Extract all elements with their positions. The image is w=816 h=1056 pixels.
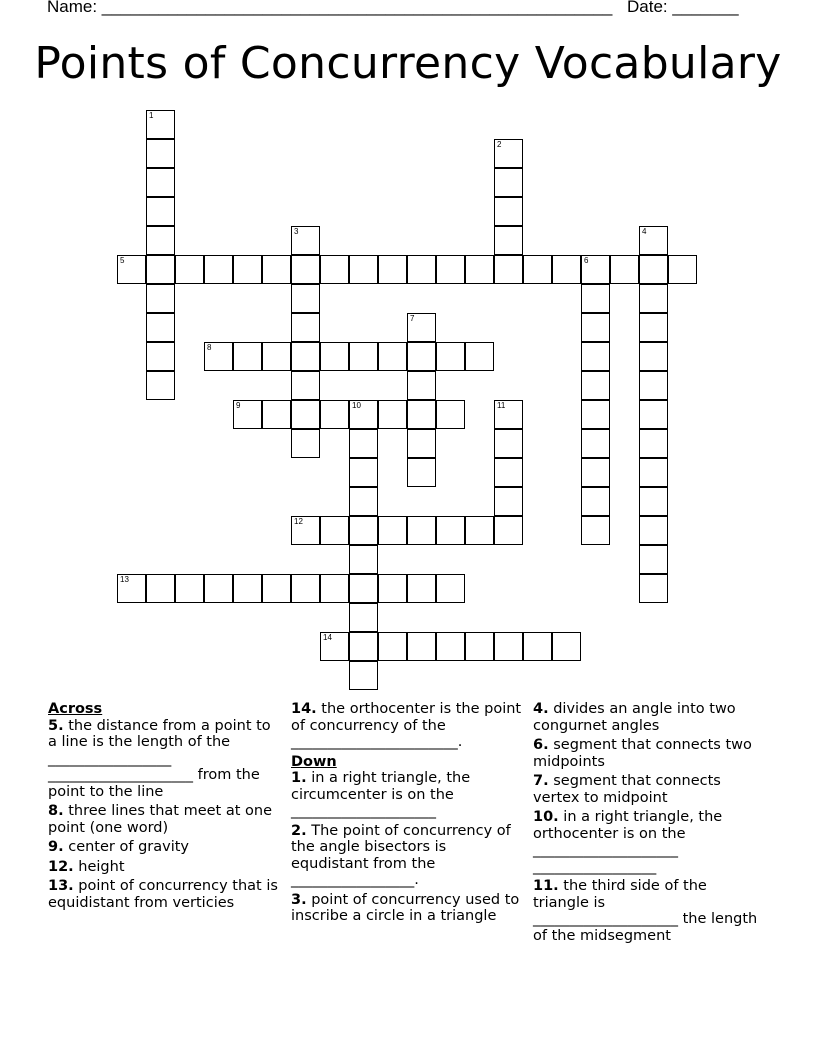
crossword-cell[interactable] (494, 168, 523, 197)
clue-across-14: 14. the orthocenter is the point of concurrency of the _______________________. (291, 701, 522, 750)
date-field-label: Date: _______ (627, 0, 739, 16)
crossword-cell[interactable] (407, 371, 436, 400)
crossword-cell[interactable] (465, 342, 494, 371)
clue-number: 14 (323, 633, 332, 642)
crossword-cell[interactable] (465, 516, 494, 545)
crossword-cell[interactable] (233, 574, 262, 603)
crossword-cell[interactable] (320, 400, 349, 429)
crossword-cell[interactable] (146, 255, 175, 284)
crossword-cell[interactable] (262, 400, 291, 429)
clue-down-3: 3. point of concurrency used to inscribe a circle in a triangle (291, 891, 520, 924)
crossword-cell[interactable] (552, 632, 581, 661)
clue-down-1: 1. in a right triangle, the circumcenter is on the ____________________ (291, 770, 471, 819)
down-heading: Down (291, 753, 337, 770)
crossword-cell[interactable] (407, 313, 436, 342)
crossword-cell[interactable] (320, 255, 349, 284)
clue-number: 5 (120, 256, 125, 265)
crossword-cell[interactable] (407, 632, 436, 661)
clue-number: 12 (294, 517, 303, 526)
crossword-cell[interactable] (639, 255, 668, 284)
crossword-cell[interactable] (378, 255, 407, 284)
crossword-cell[interactable] (146, 226, 175, 255)
clue-across-9: 9. center of gravity (48, 839, 189, 855)
crossword-cell[interactable] (291, 371, 320, 400)
crossword-cell[interactable] (523, 632, 552, 661)
clue-across-12: 12. height (48, 858, 125, 875)
crossword-cell[interactable] (320, 632, 349, 661)
crossword-cell[interactable] (146, 284, 175, 313)
crossword-cell[interactable] (407, 458, 436, 487)
crossword-cell[interactable] (639, 487, 668, 516)
crossword-cell[interactable] (349, 632, 378, 661)
clue-number: 9 (236, 401, 241, 410)
clue-number: 7 (410, 314, 415, 323)
crossword-cell[interactable] (349, 255, 378, 284)
crossword-cell[interactable] (262, 255, 291, 284)
crossword-cell[interactable] (291, 574, 320, 603)
crossword-cell[interactable] (117, 574, 146, 603)
crossword-cell[interactable] (494, 255, 523, 284)
page-title: Points of Concurrency Vocabulary (34, 38, 782, 89)
crossword-cell[interactable] (436, 342, 465, 371)
crossword-cell[interactable] (320, 516, 349, 545)
crossword-cell[interactable] (378, 342, 407, 371)
crossword-cell[interactable] (639, 458, 668, 487)
clue-number: 4 (642, 227, 647, 236)
clue-number: 8 (207, 343, 212, 352)
crossword-cell[interactable] (262, 574, 291, 603)
crossword-cell[interactable] (581, 371, 610, 400)
clue-number: 6 (584, 256, 589, 265)
crossword-cell[interactable] (436, 516, 465, 545)
crossword-cell[interactable] (581, 429, 610, 458)
clue-across-8: 8. three lines that meet at one point (one word) (48, 803, 272, 836)
clue-across-5: 5. the distance from a point to a line is the length of the _________________ ____________________ from the point to the line (48, 717, 271, 800)
crossword-cell[interactable] (146, 342, 175, 371)
crossword-cell[interactable] (349, 458, 378, 487)
crossword-cell[interactable] (494, 400, 523, 429)
crossword-cell[interactable] (291, 313, 320, 342)
crossword-cell[interactable] (378, 516, 407, 545)
crossword-cell[interactable] (581, 487, 610, 516)
clue-number: 1 (149, 111, 154, 120)
crossword-cell[interactable] (349, 574, 378, 603)
crossword-cell[interactable] (146, 371, 175, 400)
crossword-cell[interactable] (581, 458, 610, 487)
crossword-cell[interactable] (639, 284, 668, 313)
crossword-cell[interactable] (581, 255, 610, 284)
crossword-cell[interactable] (639, 400, 668, 429)
crossword-cell[interactable] (407, 516, 436, 545)
crossword-cell[interactable] (291, 516, 320, 545)
crossword-cell[interactable] (494, 429, 523, 458)
clue-down-2: 2. The point of concurrency of the angle bisectors is equdistant from the _________________. (291, 822, 511, 888)
clue-number: 3 (294, 227, 299, 236)
crossword-cell[interactable] (639, 545, 668, 574)
crossword-cell[interactable] (320, 574, 349, 603)
crossword-cell[interactable] (146, 313, 175, 342)
crossword-cell[interactable] (668, 255, 697, 284)
clue-down-6: 6. segment that connects two midpoints (533, 737, 752, 770)
crossword-cell[interactable] (175, 255, 204, 284)
clues-column-3 (533, 701, 765, 947)
clue-number: 10 (352, 401, 361, 410)
crossword-cell[interactable] (291, 400, 320, 429)
crossword-cell[interactable] (407, 429, 436, 458)
crossword-cell[interactable] (581, 284, 610, 313)
crossword-cell[interactable] (407, 574, 436, 603)
clues-column-2 (291, 701, 523, 928)
crossword-cell[interactable] (610, 255, 639, 284)
crossword-cell[interactable] (552, 255, 581, 284)
crossword-cell[interactable] (204, 342, 233, 371)
crossword-cell[interactable] (436, 632, 465, 661)
clue-across-13: 13. point of concurrency that is equidistant from verticies (48, 878, 278, 911)
crossword-cell[interactable] (349, 661, 378, 690)
crossword-cell[interactable] (639, 313, 668, 342)
crossword-cell[interactable] (146, 574, 175, 603)
crossword-cell[interactable] (349, 516, 378, 545)
crossword-cell[interactable] (291, 255, 320, 284)
crossword-cell[interactable] (407, 342, 436, 371)
clue-down-7: 7. segment that connects vertex to midpoint (533, 773, 721, 806)
crossword-cell[interactable] (581, 516, 610, 545)
crossword-cell[interactable] (204, 574, 233, 603)
crossword-cell[interactable] (639, 429, 668, 458)
crossword-cell[interactable] (494, 197, 523, 226)
clue-down-4: 4. divides an angle into two congurnet angles (533, 701, 736, 734)
clue-number: 13 (120, 575, 129, 584)
crossword-cell[interactable] (117, 255, 146, 284)
crossword-cell[interactable] (407, 255, 436, 284)
crossword-cell[interactable] (581, 313, 610, 342)
crossword-cell[interactable] (291, 429, 320, 458)
crossword-cell[interactable] (349, 400, 378, 429)
clues-column-1 (48, 701, 280, 914)
crossword-cell[interactable] (262, 342, 291, 371)
crossword-cell[interactable] (494, 139, 523, 168)
crossword-cell[interactable] (639, 342, 668, 371)
crossword-cell[interactable] (233, 342, 262, 371)
crossword-cell[interactable] (291, 342, 320, 371)
crossword-cell[interactable] (494, 632, 523, 661)
across-heading: Across (48, 701, 103, 717)
crossword-cell[interactable] (378, 632, 407, 661)
crossword-cell[interactable] (291, 226, 320, 255)
clue-down-11: 11. the third side of the triangle is ____________________ the length of the midsegment (533, 878, 758, 944)
clue-down-10: 10. in a right triangle, the orthocenter is on the ____________________ _________________ (533, 809, 723, 875)
crossword-cell[interactable] (407, 400, 436, 429)
crossword-cell[interactable] (146, 110, 175, 139)
crossword-cell[interactable] (465, 632, 494, 661)
name-field-label: Name: ______________________________________________________ (47, 0, 613, 16)
crossword-cell[interactable] (320, 342, 349, 371)
crossword-cell[interactable] (146, 197, 175, 226)
crossword-cell[interactable] (349, 487, 378, 516)
crossword-cell[interactable] (349, 342, 378, 371)
clue-number: 11 (497, 401, 506, 410)
crossword-cell[interactable] (581, 342, 610, 371)
crossword-cell[interactable] (639, 516, 668, 545)
crossword-cell[interactable] (494, 516, 523, 545)
crossword-cell[interactable] (349, 429, 378, 458)
crossword-cell[interactable] (523, 255, 552, 284)
crossword-cell[interactable] (639, 574, 668, 603)
crossword-cell[interactable] (146, 139, 175, 168)
crossword-cell[interactable] (378, 400, 407, 429)
crossword-cell[interactable] (146, 168, 175, 197)
crossword-cell[interactable] (378, 574, 407, 603)
crossword-cell[interactable] (436, 400, 465, 429)
crossword-cell[interactable] (204, 255, 233, 284)
crossword-cell[interactable] (291, 284, 320, 313)
crossword-cell[interactable] (349, 545, 378, 574)
crossword-cell[interactable] (494, 458, 523, 487)
crossword-cell[interactable] (639, 226, 668, 255)
crossword-cell[interactable] (494, 226, 523, 255)
clue-number: 2 (497, 140, 502, 149)
crossword-cell[interactable] (233, 400, 262, 429)
crossword-cell[interactable] (465, 255, 494, 284)
crossword-cell[interactable] (639, 371, 668, 400)
crossword-cell[interactable] (175, 574, 204, 603)
crossword-cell[interactable] (436, 255, 465, 284)
crossword-cell[interactable] (349, 603, 378, 632)
crossword-cell[interactable] (233, 255, 262, 284)
crossword-cell[interactable] (581, 400, 610, 429)
crossword-cell[interactable] (436, 574, 465, 603)
crossword-cell[interactable] (494, 487, 523, 516)
